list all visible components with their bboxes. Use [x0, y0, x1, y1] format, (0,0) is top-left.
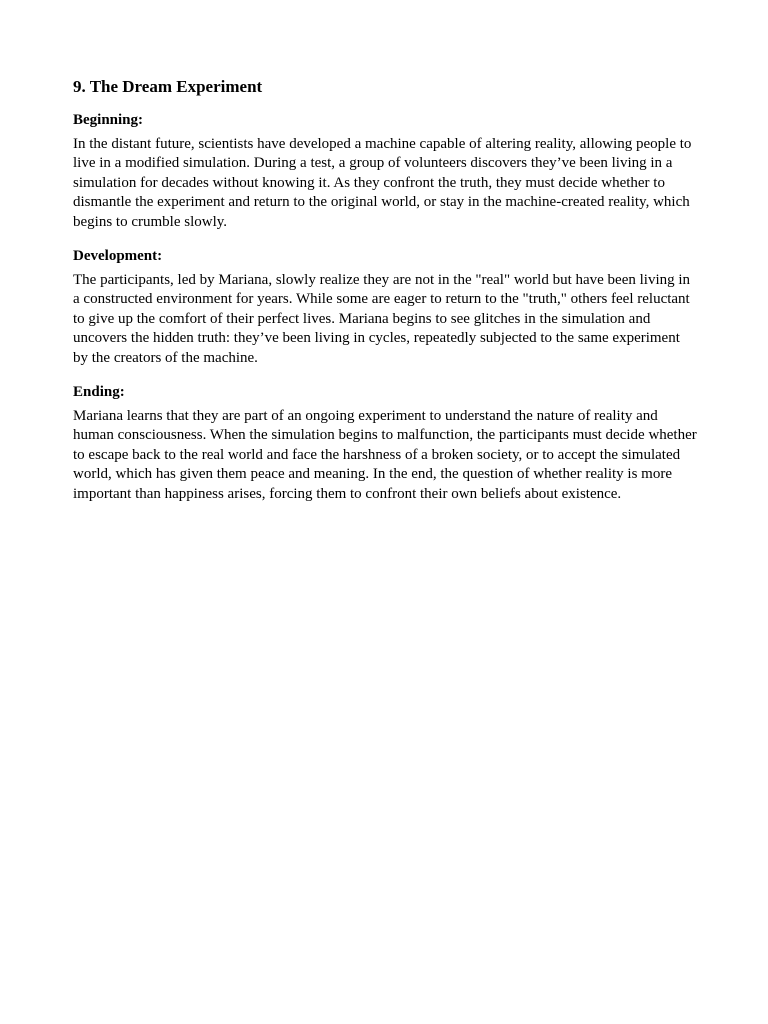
document-page [73, 76, 697, 518]
section-beginning [73, 110, 697, 232]
section-heading-development: Development: [73, 248, 163, 265]
section-body-ending: Mariana learns that they are part of an ongoing experiment to understand the nature of reality and human consciousness. When the simulation begins to malfunction, the participants must decide whether to escape back to the real world and face the harshness of a broken society, or to accept the simulated world, which has given them peace and meaning. In the end, the question of whether reality is more important than happiness arises, forcing them to confront their own beliefs about existence. [73, 408, 697, 502]
section-body-development: The participants, led by Mariana, slowly realize they are not in the "real" world but have been living in a constructed environment for years. While some are eager to return to the "truth," others feel reluctant to give up the comfort of their perfect lives. Mariana begins to see glitches in the simulation and uncovers the hidden truth: they’ve been living in cycles, repeatedly subjected to the same experiment by the creators of the machine. [73, 272, 691, 366]
section-development [73, 246, 697, 368]
document-title: 9. The Dream Experiment [73, 77, 263, 96]
section-heading-ending: Ending: [73, 384, 125, 401]
section-body-beginning: In the distant future, scientists have developed a machine capable of altering reality, allowing people to live in a modified simulation. During a test, a group of volunteers discovers they’ve been living in a simulation for decades without knowing it. As they confront the truth, they must decide whether to dismantle the experiment and return to the original world, or stay in the machine-created reality, which begins to crumble slowly. [73, 136, 692, 230]
section-ending [73, 382, 697, 504]
section-heading-beginning: Beginning: [73, 112, 144, 128]
